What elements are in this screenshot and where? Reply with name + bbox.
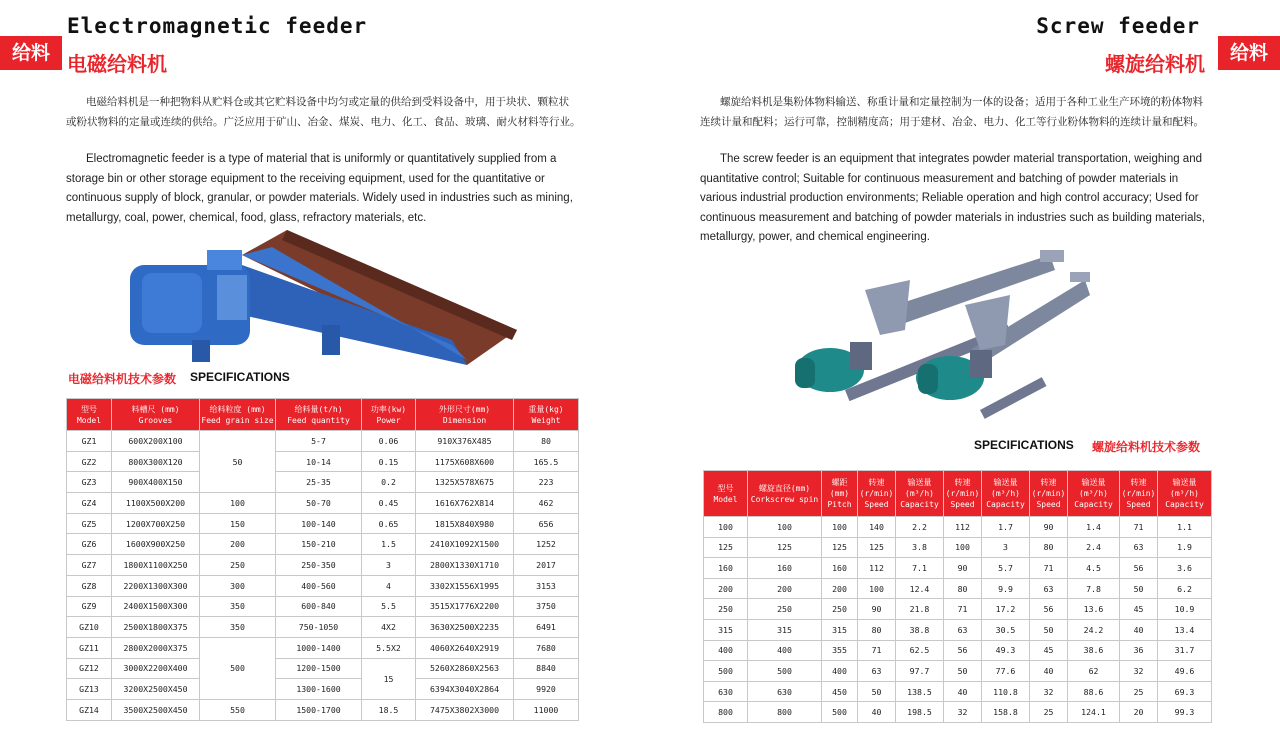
table-cell: 2.2 (896, 517, 944, 538)
table-cell: 450 (822, 681, 858, 702)
table-cell: 0.65 (362, 513, 416, 534)
table-cell: 50-70 (276, 493, 362, 514)
table-cell: 1200X700X250 (112, 513, 200, 534)
table-cell: 69.3 (1158, 681, 1212, 702)
table-cell: 150-210 (276, 534, 362, 555)
table-cell: 400 (822, 661, 858, 682)
table-cell: 223 (514, 472, 579, 493)
table-cell: 56 (1120, 558, 1158, 579)
table-row (67, 617, 579, 638)
table-header-capacity: 输送量 (m³/h) Capacity (982, 471, 1030, 517)
specifications-title-en-left: SPECIFICATIONS (190, 370, 290, 384)
table-cell: 630 (748, 681, 822, 702)
table-row (67, 575, 579, 596)
table-cell: 3.8 (896, 537, 944, 558)
table-cell: 40 (1030, 661, 1068, 682)
table-cell: 315 (822, 619, 858, 640)
table-header-corkscrew-spin: 螺旋直径(mm) Corkscrew spin (748, 471, 822, 517)
table-cell: 63 (858, 661, 896, 682)
table-cell: 100 (858, 578, 896, 599)
table-cell: 600X200X100 (112, 431, 200, 452)
table-cell: 400-560 (276, 575, 362, 596)
table-header-grooves: 料槽尺 (mm) Grooves (112, 399, 200, 431)
table-cell: 250 (200, 555, 276, 576)
table-cell: 1.7 (982, 517, 1030, 538)
table-cell: 138.5 (896, 681, 944, 702)
description-cn-line-2: 或粉状物料的定量或连续的供给。广泛应用于矿山、冶金、煤炭、电力、化工、食品、玻璃、耐火材料等行业。 (66, 116, 581, 128)
table-cell: 250 (822, 599, 858, 620)
table-row (67, 534, 579, 555)
table-cell: 125 (858, 537, 896, 558)
table-cell: 7475X3802X3000 (416, 699, 514, 720)
table-cell: 80 (858, 619, 896, 640)
table-cell: 124.1 (1068, 702, 1120, 723)
table-cell: 550 (200, 699, 276, 720)
table-cell: 250 (748, 599, 822, 620)
table-cell: GZ1 (67, 431, 112, 452)
table-cell: 32 (1030, 681, 1068, 702)
table-cell: 6491 (514, 617, 579, 638)
table-cell: 88.6 (1068, 681, 1120, 702)
table-row (704, 619, 1212, 640)
table-cell: 140 (858, 517, 896, 538)
table-cell: 160 (822, 558, 858, 579)
table-cell: 400 (704, 640, 748, 661)
table-cell: 2200X1300X300 (112, 575, 200, 596)
table-cell: 21.8 (896, 599, 944, 620)
table-header-power: 功率(kw) Power (362, 399, 416, 431)
table-cell: 110.8 (982, 681, 1030, 702)
specifications-title-cn-right: 螺旋给料机技术参数 (1092, 440, 1201, 454)
table-cell: 315 (748, 619, 822, 640)
table-cell: 750-1050 (276, 617, 362, 638)
description-cn-right (700, 92, 1230, 132)
table-row (67, 699, 579, 720)
specifications-title-en-right: SPECIFICATIONS (974, 438, 1074, 452)
table-row (67, 596, 579, 617)
table-header-model: 型号 Model (704, 471, 748, 517)
table-header-speed: 转速 (r/min) Speed (858, 471, 896, 517)
table-cell: 3200X2500X450 (112, 679, 200, 700)
section-tab-right: 给料 (1218, 36, 1280, 70)
table-cell: 9920 (514, 679, 579, 700)
table-cell: 2400X1500X300 (112, 596, 200, 617)
table-cell: 2.4 (1068, 537, 1120, 558)
table-cell: 100 (200, 493, 276, 514)
table-cell: 5.5 (362, 596, 416, 617)
table-cell: 4 (362, 575, 416, 596)
table-cell: 125 (748, 537, 822, 558)
table-cell: 198.5 (896, 702, 944, 723)
table-cell: 17.2 (982, 599, 1030, 620)
table-cell: 350 (200, 617, 276, 638)
table-cell: 38.6 (1068, 640, 1120, 661)
table-cell: 200 (748, 578, 822, 599)
table-row (67, 451, 579, 472)
table-cell: 3630X2500X2235 (416, 617, 514, 638)
table-header-feed-quantity: 给料量(t/h) Feed quantity (276, 399, 362, 431)
table-row (67, 513, 579, 534)
table-cell: 3500X2500X450 (112, 699, 200, 720)
table-cell: 90 (1030, 517, 1068, 538)
table-cell: 125 (822, 537, 858, 558)
table-cell: 71 (1030, 558, 1068, 579)
table-cell: 165.5 (514, 451, 579, 472)
table-cell: 9.9 (982, 578, 1030, 599)
table-row (704, 599, 1212, 620)
table-cell: 2800X1330X1710 (416, 555, 514, 576)
table-cell: 1616X762X814 (416, 493, 514, 514)
table-cell: GZ6 (67, 534, 112, 555)
table-cell: 80 (944, 578, 982, 599)
table-cell: GZ5 (67, 513, 112, 534)
table-cell: 30.5 (982, 619, 1030, 640)
table-cell: 50 (858, 681, 896, 702)
table-cell: 0.06 (362, 431, 416, 452)
page-title-cn-left: 电磁给料机 (67, 52, 167, 76)
table-cell: 3 (982, 537, 1030, 558)
table-cell: 910X376X485 (416, 431, 514, 452)
table-cell: 1815X840X980 (416, 513, 514, 534)
table-cell: 0.15 (362, 451, 416, 472)
table-header-dimension: 外形尺寸(mm) Dimension (416, 399, 514, 431)
table-cell: 4.5 (1068, 558, 1120, 579)
table-cell: 49.3 (982, 640, 1030, 661)
table-cell: 63 (1120, 537, 1158, 558)
description-cn-line-1: 螺旋给料机是集粉体物料输送、称重计量和定量控制为一体的设备；适用于各种工业生产环境的粉体物料 (720, 96, 1203, 108)
table-cell: 630 (704, 681, 748, 702)
table-header-feed-grain-size: 给料粒度 (mm) Feed grain size (200, 399, 276, 431)
table-row (67, 555, 579, 576)
table-cell: 63 (1030, 578, 1068, 599)
table-cell: 200 (822, 578, 858, 599)
table-cell: 250-350 (276, 555, 362, 576)
table-row (704, 640, 1212, 661)
table-cell: 62.5 (896, 640, 944, 661)
table-cell: 25 (1030, 702, 1068, 723)
table-cell: 1100X500X200 (112, 493, 200, 514)
table-cell: 49.6 (1158, 661, 1212, 682)
table-cell: GZ10 (67, 617, 112, 638)
table-cell: 1.1 (1158, 517, 1212, 538)
table-cell: 12.4 (896, 578, 944, 599)
table-cell: 71 (944, 599, 982, 620)
table-cell: 2410X1092X1500 (416, 534, 514, 555)
table-cell: 5.5X2 (362, 637, 416, 658)
description-cn-line-1: 电磁给料机是一种把物料从贮料仓或其它贮料设备中均匀或定量的供给到受料设备中，用于块状、颗粒状 (86, 96, 569, 108)
table-cell: 600-840 (276, 596, 362, 617)
table-cell: 7.8 (1068, 578, 1120, 599)
table-header-capacity: 输送量 (m³/h) Capacity (1158, 471, 1212, 517)
table-cell: 45 (1120, 599, 1158, 620)
table-cell: 1300-1600 (276, 679, 362, 700)
table-cell: 158.8 (982, 702, 1030, 723)
table-cell: 90 (858, 599, 896, 620)
table-row (67, 431, 579, 452)
table-cell: 71 (1120, 517, 1158, 538)
table-cell: 71 (858, 640, 896, 661)
table-cell: 1500-1700 (276, 699, 362, 720)
table-cell: 112 (944, 517, 982, 538)
table-cell: 350 (200, 596, 276, 617)
table-row (67, 637, 579, 658)
table-cell: 315 (704, 619, 748, 640)
table-cell: 112 (858, 558, 896, 579)
table-cell: GZ2 (67, 451, 112, 472)
table-cell: 7680 (514, 637, 579, 658)
table-cell: GZ8 (67, 575, 112, 596)
electromagnetic-spec-table (66, 398, 579, 721)
table-row (704, 661, 1212, 682)
table-cell: GZ14 (67, 699, 112, 720)
table-cell: 200 (200, 534, 276, 555)
table-cell: 7.1 (896, 558, 944, 579)
table-header-pitch: 螺距 (mm) Pitch (822, 471, 858, 517)
table-cell: 100 (704, 517, 748, 538)
table-cell: 20 (1120, 702, 1158, 723)
table-cell: 5260X2860X2563 (416, 658, 514, 679)
table-cell: 200 (704, 578, 748, 599)
screw-table-body (704, 517, 1212, 723)
table-cell: 1600X900X250 (112, 534, 200, 555)
table-row (704, 702, 1212, 723)
table-cell: 99.3 (1158, 702, 1212, 723)
section-tab-left: 给料 (0, 36, 62, 70)
table-cell: 3 (362, 555, 416, 576)
table-cell: 2800X2000X375 (112, 637, 200, 658)
table-header-capacity: 输送量 (m³/h) Capacity (896, 471, 944, 517)
table-cell: 3515X1776X2200 (416, 596, 514, 617)
table-cell: 1.9 (1158, 537, 1212, 558)
table-cell: 2500X1800X375 (112, 617, 200, 638)
table-cell: 45 (1030, 640, 1068, 661)
table-cell: 1175X608X600 (416, 451, 514, 472)
table-cell: 1200-1500 (276, 658, 362, 679)
screw-feeder-image (790, 250, 1090, 420)
table-cell: 18.5 (362, 699, 416, 720)
table-cell: 11000 (514, 699, 579, 720)
table-cell: 500 (822, 702, 858, 723)
table-header-speed: 转速 (r/min) Speed (944, 471, 982, 517)
table-cell: 90 (944, 558, 982, 579)
table-cell: 13.4 (1158, 619, 1212, 640)
table-cell: 6.2 (1158, 578, 1212, 599)
table-cell: 160 (748, 558, 822, 579)
table-cell: 50 (200, 431, 276, 493)
table-cell: 3750 (514, 596, 579, 617)
table-cell: 4X2 (362, 617, 416, 638)
table-cell: GZ7 (67, 555, 112, 576)
table-cell: 800 (704, 702, 748, 723)
description-cn-line-2: 连续计量和配料；运行可靠，控制精度高；用于建材、冶金、电力、化工等行业粉体物料的连续计量和配料。 (700, 116, 1204, 128)
table-cell: 500 (704, 661, 748, 682)
table-cell: 800X300X120 (112, 451, 200, 472)
table-cell: 900X400X150 (112, 472, 200, 493)
table-cell: 5-7 (276, 431, 362, 452)
table-cell: 97.7 (896, 661, 944, 682)
table-cell: 62 (1068, 661, 1120, 682)
table-cell: 25 (1120, 681, 1158, 702)
table-cell: 1800X1100X250 (112, 555, 200, 576)
table-cell: 3000X2200X400 (112, 658, 200, 679)
table-cell: 80 (514, 431, 579, 452)
electromagnetic-feeder-image (122, 225, 522, 370)
table-cell: 3153 (514, 575, 579, 596)
table-cell: 300 (200, 575, 276, 596)
table-row (67, 679, 579, 700)
table-cell: 2017 (514, 555, 579, 576)
table-row (704, 681, 1212, 702)
table-cell: 150 (200, 513, 276, 534)
table-cell: 6394X3040X2864 (416, 679, 514, 700)
table-cell: 462 (514, 493, 579, 514)
page-title-cn-right: 螺旋给料机 (1105, 52, 1205, 76)
screw-feeder-spec-table (703, 470, 1212, 723)
description-en-left: Electromagnetic feeder is a type of material that is uniformly or quantitatively supplied from a storage bin or other storage equipment to the receiving equipment, used for the quantitative or continuous supply of block, granular, or powder materials. Widely used in industries such as mining, metallurgy, coal, power, chemical, food, glass, refractory materials, etc. (66, 153, 573, 224)
table-cell: 25-35 (276, 472, 362, 493)
table-header-weight: 重量(kg) Weight (514, 399, 579, 431)
table-cell: 80 (1030, 537, 1068, 558)
table-cell: 0.45 (362, 493, 416, 514)
table-header-model: 型号 Model (67, 399, 112, 431)
table-cell: 3.6 (1158, 558, 1212, 579)
table-cell: 1.5 (362, 534, 416, 555)
table-cell: 100 (944, 537, 982, 558)
page-title-en-right: Screw feeder (1036, 14, 1200, 38)
table-cell: 100 (822, 517, 858, 538)
table-cell: 0.2 (362, 472, 416, 493)
table-header-capacity: 输送量 (m³/h) Capacity (1068, 471, 1120, 517)
table-row (67, 472, 579, 493)
table-cell: 125 (704, 537, 748, 558)
table-cell: 656 (514, 513, 579, 534)
table-cell: 10.9 (1158, 599, 1212, 620)
page-title-en-left: Electromagnetic feeder (67, 14, 368, 38)
table-cell: GZ12 (67, 658, 112, 679)
table-cell: 3302X1556X1995 (416, 575, 514, 596)
table-cell: 50 (1030, 619, 1068, 640)
table-cell: 160 (704, 558, 748, 579)
table-cell: GZ11 (67, 637, 112, 658)
table-row (704, 558, 1212, 579)
table-row (67, 658, 579, 679)
table-cell: GZ3 (67, 472, 112, 493)
table-cell: 1252 (514, 534, 579, 555)
table-cell: 13.6 (1068, 599, 1120, 620)
table-cell: 8840 (514, 658, 579, 679)
table-cell: 250 (704, 599, 748, 620)
table-cell: 24.2 (1068, 619, 1120, 640)
table-header-speed: 转速 (r/min) Speed (1030, 471, 1068, 517)
table-cell: 1.4 (1068, 517, 1120, 538)
table-cell: 32 (944, 702, 982, 723)
table-cell: 355 (822, 640, 858, 661)
table-cell: 32 (1120, 661, 1158, 682)
table-cell: GZ4 (67, 493, 112, 514)
table-cell: 50 (1120, 578, 1158, 599)
table-cell: 40 (1120, 619, 1158, 640)
table-cell: 31.7 (1158, 640, 1212, 661)
table-cell: 63 (944, 619, 982, 640)
table-cell: 100 (748, 517, 822, 538)
table-cell: 1000-1400 (276, 637, 362, 658)
table-header-speed: 转速 (r/min) Speed (1120, 471, 1158, 517)
description-cn-left (66, 92, 596, 132)
table-row (704, 537, 1212, 558)
table-cell: 56 (944, 640, 982, 661)
table-cell: 5.7 (982, 558, 1030, 579)
table-cell: 4060X2640X2919 (416, 637, 514, 658)
table-cell: 800 (748, 702, 822, 723)
table-cell: 36 (1120, 640, 1158, 661)
table-cell: 400 (748, 640, 822, 661)
table-cell: 77.6 (982, 661, 1030, 682)
table-cell: 500 (748, 661, 822, 682)
table-cell: 40 (858, 702, 896, 723)
table-cell: 500 (200, 637, 276, 699)
specifications-title-cn-left: 电磁给料机技术参数 (68, 372, 177, 386)
table-row (704, 578, 1212, 599)
table-cell: 100-140 (276, 513, 362, 534)
table-cell: 40 (944, 681, 982, 702)
table-cell: 10-14 (276, 451, 362, 472)
table-cell: GZ13 (67, 679, 112, 700)
table-row (704, 517, 1212, 538)
table-cell: 50 (944, 661, 982, 682)
table-cell: 1325X578X675 (416, 472, 514, 493)
table-cell: GZ9 (67, 596, 112, 617)
table-cell: 56 (1030, 599, 1068, 620)
table-row (67, 493, 579, 514)
table-cell: 38.8 (896, 619, 944, 640)
description-en-right: The screw feeder is an equipment that integrates powder material transportation, weighing and quantitative control; Suitable for continuous measurement and batching of powder materials in various industrial production environments; Reliable operation and high control accuracy; Used for continuous measurement and batching of powder materials in industries such as building materials, metallurgy, power, and chemical engineering. (700, 153, 1205, 243)
table-cell: 15 (362, 658, 416, 699)
